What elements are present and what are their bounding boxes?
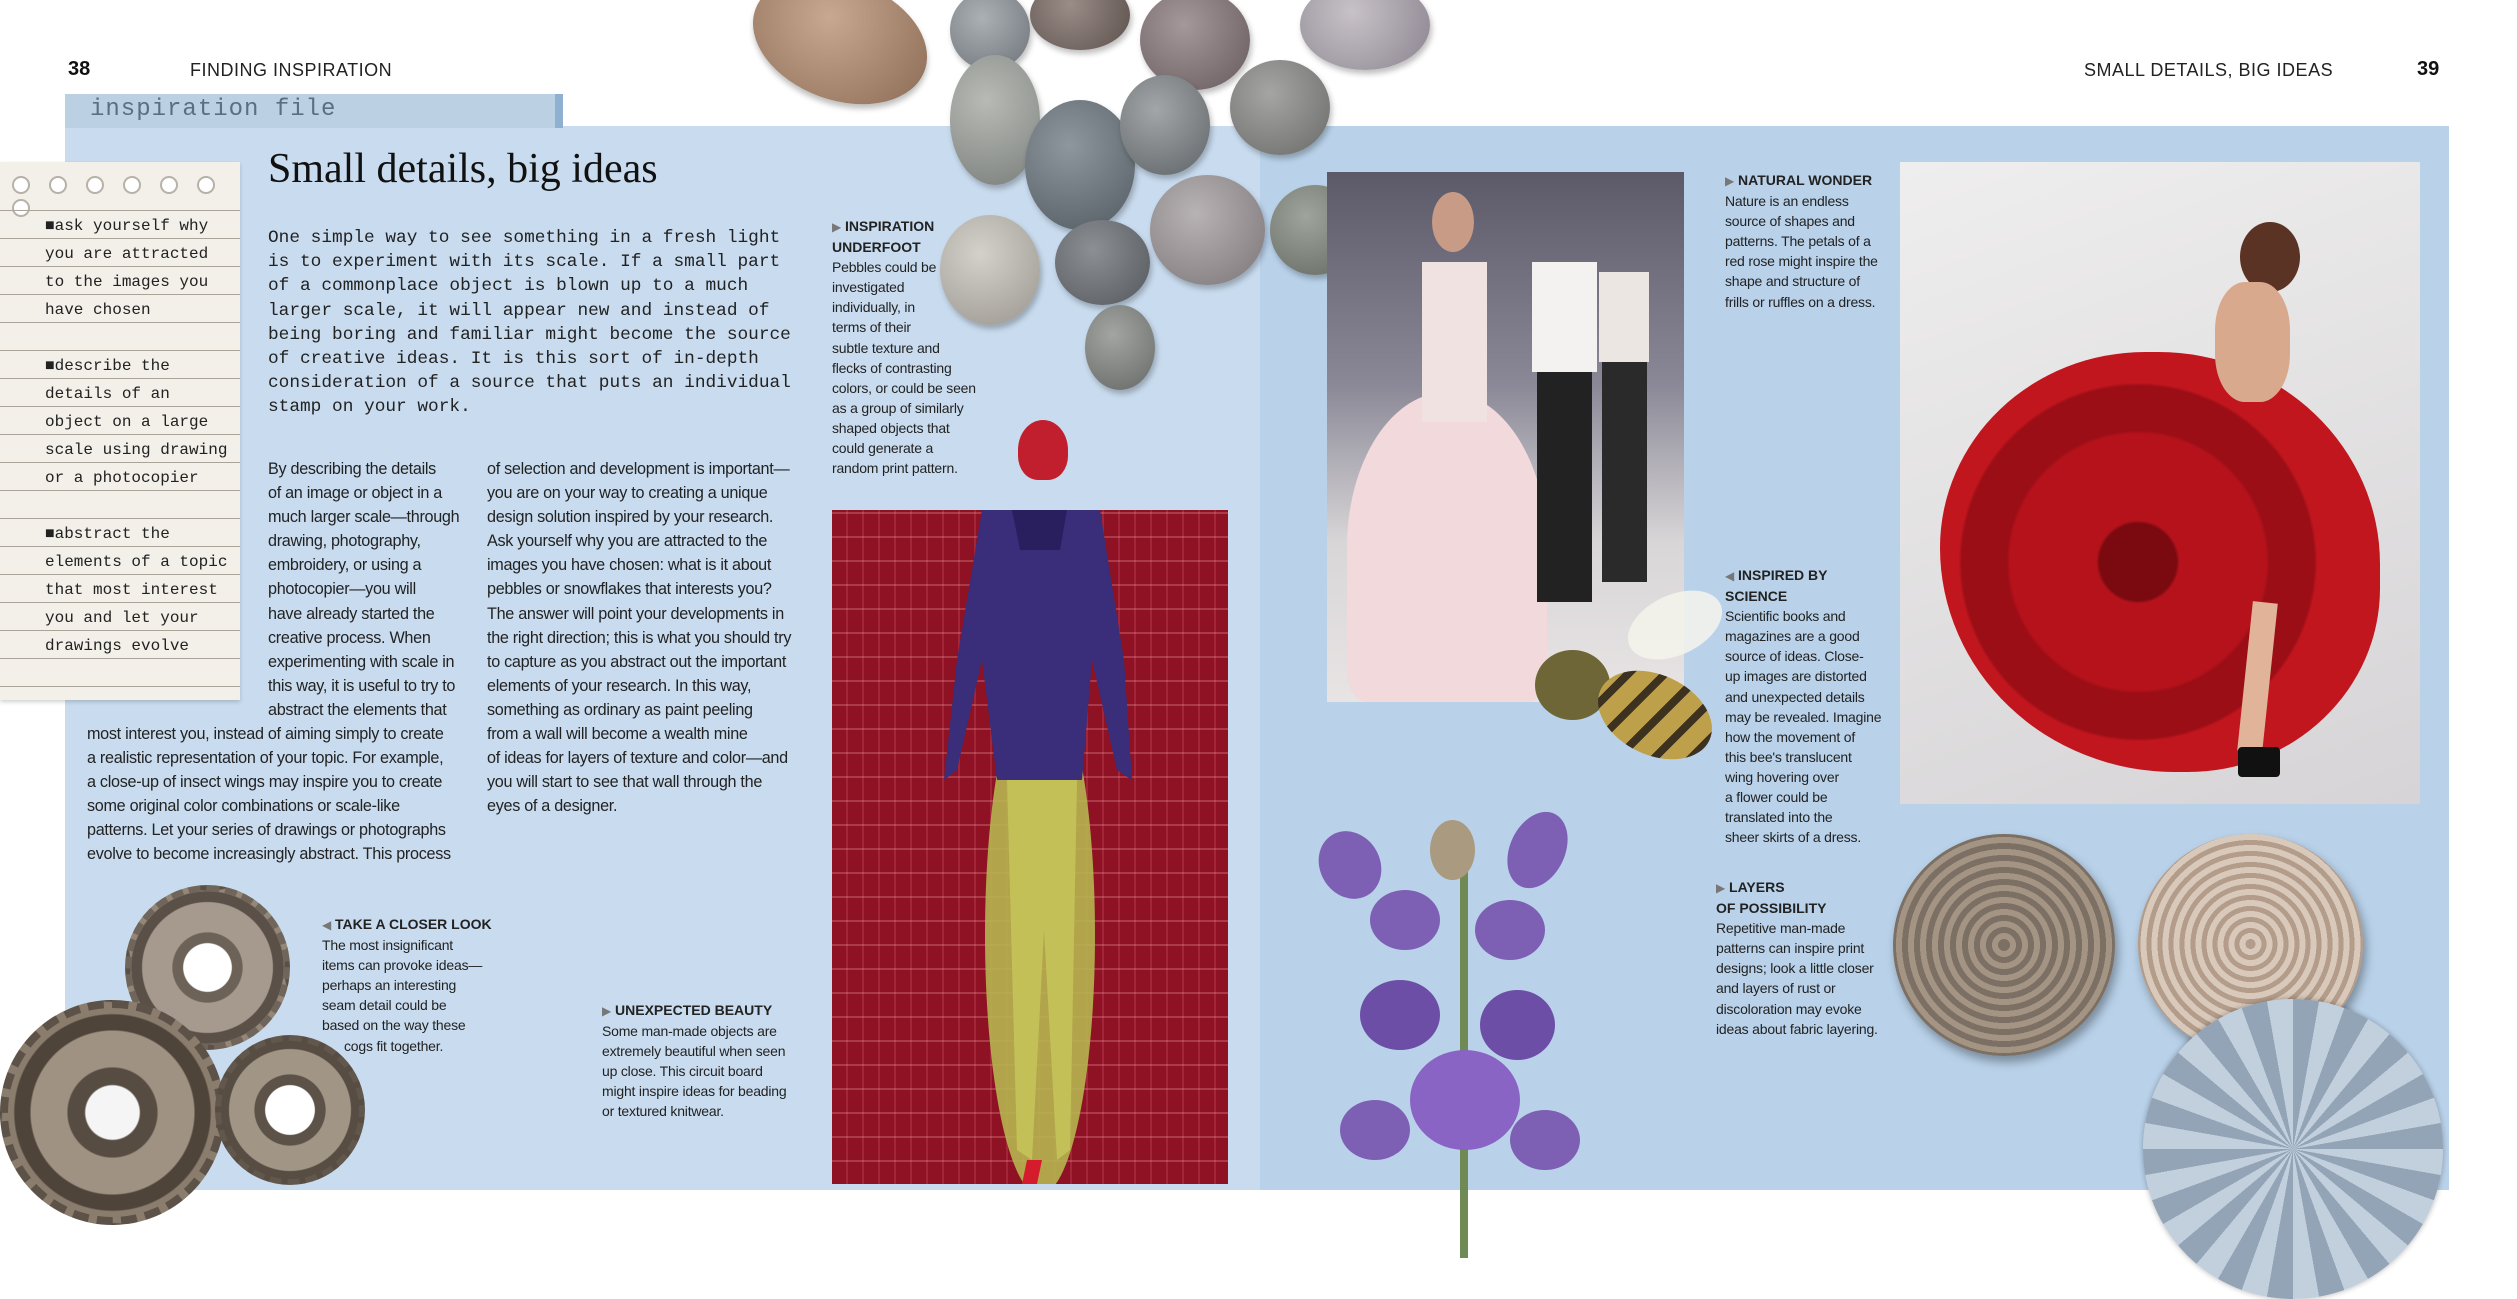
right-running-head: SMALL DETAILS, BIG IDEAS <box>2084 60 2334 80</box>
figure-head <box>1018 420 1068 480</box>
article-intro: One simple way to see something in a fresh light is to experiment with its scale. If a small part of a commonplace object is blown up to a much larger scale, it will appear new and instead of being boring and familiar might become the source of creative ideas. It is this sort of in-depth consideration of a source that puts an individual stamp on your work. <box>268 228 791 418</box>
body-column-2: of selection and development is important— you are on your way to creating a unique design solution inspired by your research. Ask yourself why you are attracted to the images you have chosen: what is it about pebbles or snowflakes that interests you? The answer will point your developments in the right direction; this is what you should try to capture as you abstract out the important elements of your research. In this way, something as ordinary as paint peeling from a wall will become a wealth mine of ideas for layers of texture and color—and you will start to see that wall through the eyes of a designer. <box>487 460 792 816</box>
body-column-1: By describing the details of an image or object in a much larger scale—through drawing, photography, embroidery, or using a photocopier—you will have already started the creative process. When experimenting with scale in this way, it is useful to try to abstract the elements that <box>268 460 460 719</box>
inspiration-file-label: inspiration file <box>90 96 337 123</box>
caption-inspiration-underfoot: ▶ INSPIRATION UNDERFOOT Pebbles could be investigated individually, in terms of their subtle texture and flecks of contrasting colors, or could be seen as a group of similarly shaped objects that could generate a random print pattern. <box>832 218 976 477</box>
notepad-item-2: ■describe the details of an object on a large scale using drawing or a photocopier <box>45 357 228 487</box>
circuit-board-figure <box>832 510 1228 1184</box>
notepad-item-1: ■ask yourself why you are attracted to the images you have chosen <box>45 217 209 319</box>
left-running-head: FINDING INSPIRATION <box>190 60 393 80</box>
right-folio: 39 <box>2417 58 2440 80</box>
notepad-item-3: ■abstract the elements of a topic that most interest you and let your drawings evolve <box>45 525 228 655</box>
bee-photo <box>1475 595 1725 820</box>
manhole-covers-photo <box>1893 834 2403 1258</box>
caption-natural-wonder: ▶ NATURAL WONDER Nature is an endless source of shapes and patterns. The petals of a red rose might inspire the shape and structure of frills or ruffles on a dress. <box>1725 172 1878 310</box>
caption-inspired-by-science: ◀ INSPIRED BY SCIENCE Scientific books and magazines are a good source of ideas. Close- up images are distorted and unexpected details may be revealed. Imagine how the movement of this bee's translucent wing hovering over a flower could be translated into the sheer skirts of a dress. <box>1725 567 1882 846</box>
notepad-checklist <box>0 162 240 700</box>
fashion-figure-illustration <box>832 510 1228 1184</box>
lavender-photo <box>1300 790 1620 1258</box>
cogs-photo <box>0 885 370 1255</box>
body-column-1-continued: most interest you, instead of aiming simply to create a realistic representation of your topic. For example, a close-up of insect wings may inspire you to create some original color combinations or scale-like patterns. Let your series of drawings or photographs evolve to become increasingly abstract. This process <box>87 725 451 864</box>
caption-layers-of-possibility: ▶ LAYERS OF POSSIBILITY Repetitive man-made patterns can inspire print designs; look a little closer and layers of rust or discoloration may evoke ideas about fabric layering. <box>1716 879 1878 1037</box>
rose-dress-photo <box>1900 162 2420 804</box>
left-folio: 38 <box>68 58 91 80</box>
caption-take-a-closer-look: ◀ TAKE A CLOSER LOOK The most insignificant items can provoke ideas— perhaps an interesting seam detail could be based on the way these cogs fit together. <box>322 916 492 1054</box>
inspiration-file-tab <box>65 94 563 128</box>
caption-unexpected-beauty: ▶ UNEXPECTED BEAUTY Some man-made objects are extremely beautiful when seen up close. This circuit board might inspire ideas for beading or textured knitwear. <box>602 1002 787 1120</box>
article-title: Small details, big ideas <box>268 146 658 192</box>
